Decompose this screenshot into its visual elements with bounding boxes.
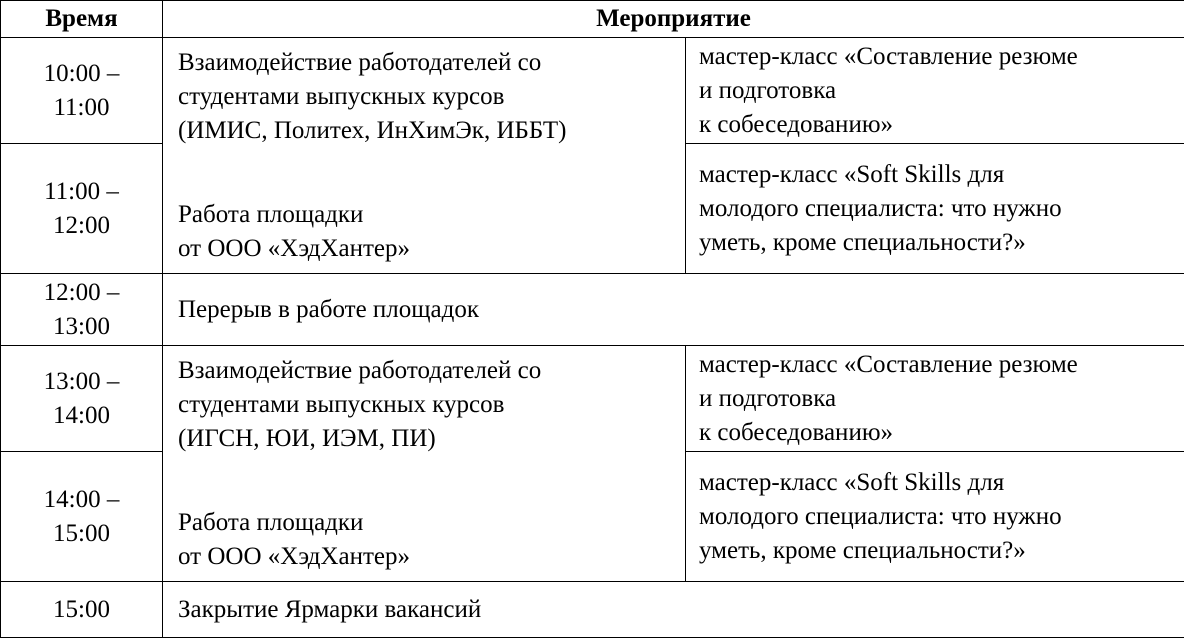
masterclass-cell: мастер-класс «Составление резюме и подготовка к собеседованию» — [686, 38, 1184, 144]
time-cell: 15:00 — [1, 582, 163, 638]
table-row — [1, 38, 1184, 144]
time-cell: 11:00 – 12:00 — [1, 144, 163, 274]
header-event: Мероприятие — [163, 1, 1184, 38]
table-row — [1, 582, 1184, 638]
table-row — [1, 346, 1184, 452]
time-cell: 12:00 – 13:00 — [1, 274, 163, 346]
header-row — [1, 1, 1184, 38]
event-cell-merged: Взаимодействие работодателей со студентами выпускных курсов (ИМИС, Политех, ИнХимЭк, ИББТ) Работа площадки от ООО «ХэдХантер» — [163, 38, 686, 274]
table-row — [1, 274, 1184, 346]
masterclass-cell: мастер-класс «Составление резюме и подготовка к собеседованию» — [686, 346, 1184, 452]
header-time: Время — [1, 1, 163, 38]
event-cell: Закрытие Ярмарки вакансий — [163, 582, 1184, 638]
masterclass-cell: мастер-класс «Soft Skills для молодого специалиста: что нужно уметь, кроме специальности?» — [686, 452, 1184, 582]
time-cell: 13:00 – 14:00 — [1, 346, 163, 452]
event-cell-merged: Взаимодействие работодателей со студентами выпускных курсов (ИГСН, ЮИ, ИЭМ, ПИ) Работа площадки от ООО «ХэдХантер» — [163, 346, 686, 582]
time-cell: 10:00 – 11:00 — [1, 38, 163, 144]
time-cell: 14:00 – 15:00 — [1, 452, 163, 582]
event-cell: Перерыв в работе площадок — [163, 274, 1184, 346]
masterclass-cell: мастер-класс «Soft Skills для молодого специалиста: что нужно уметь, кроме специальности?» — [686, 144, 1184, 274]
